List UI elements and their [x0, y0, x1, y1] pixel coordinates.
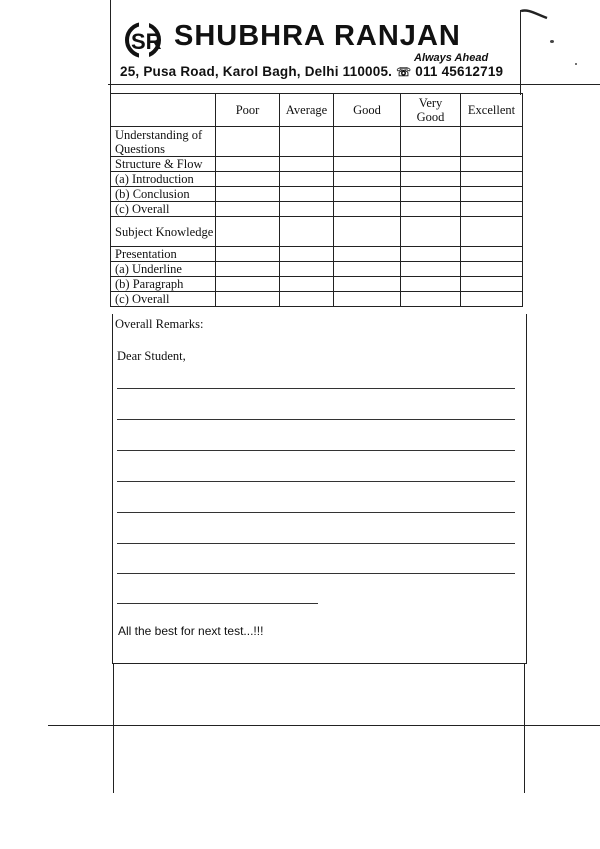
table-row — [111, 127, 523, 157]
remarks-box[interactable] — [112, 314, 527, 664]
rating-cell[interactable] — [461, 217, 523, 247]
rating-cell[interactable] — [216, 217, 280, 247]
column-header-poor: Poor — [216, 94, 280, 127]
rating-cell[interactable] — [401, 247, 461, 262]
rating-cell[interactable] — [280, 292, 334, 307]
row-label: Presentation — [111, 247, 216, 262]
rating-cell[interactable] — [334, 217, 401, 247]
rating-cell[interactable] — [401, 202, 461, 217]
rating-cell[interactable] — [461, 202, 523, 217]
rating-cell[interactable] — [280, 172, 334, 187]
rating-cell[interactable] — [334, 187, 401, 202]
remark-line[interactable] — [117, 573, 515, 574]
rating-cell[interactable] — [401, 262, 461, 277]
rating-cell[interactable] — [461, 157, 523, 172]
logo-letters: SR — [131, 29, 162, 54]
rating-cell[interactable] — [280, 277, 334, 292]
table-row — [111, 202, 523, 217]
rating-cell[interactable] — [280, 187, 334, 202]
rating-cell[interactable] — [334, 247, 401, 262]
column-header-good: Good — [334, 94, 401, 127]
address-text: 25, Pusa Road, Karol Bagh, Delhi 110005. — [120, 64, 393, 79]
lower-right-border — [524, 663, 525, 793]
scan-mark — [550, 40, 554, 43]
row-label: (c) Overall — [111, 202, 216, 217]
fold-line — [48, 725, 600, 726]
row-label: Subject Knowledge — [111, 217, 216, 247]
lower-left-border — [113, 663, 114, 793]
table-row — [111, 217, 523, 247]
greeting-text: Dear Student, — [117, 349, 186, 363]
remark-line[interactable] — [117, 419, 515, 420]
scan-mark — [575, 63, 577, 65]
rating-cell[interactable] — [216, 187, 280, 202]
brand-logo — [125, 22, 171, 58]
table-row — [111, 172, 523, 187]
table-row — [111, 292, 523, 307]
row-label: (a) Introduction — [111, 172, 216, 187]
rating-cell[interactable] — [401, 157, 461, 172]
rating-cell[interactable] — [334, 127, 401, 157]
row-label: (c) Overall — [111, 292, 216, 307]
rating-cell[interactable] — [216, 202, 280, 217]
rating-cell[interactable] — [334, 202, 401, 217]
rating-cell[interactable] — [334, 292, 401, 307]
evaluation-table — [110, 93, 523, 307]
rating-cell[interactable] — [461, 292, 523, 307]
rating-cell[interactable] — [461, 262, 523, 277]
rating-cell[interactable] — [401, 292, 461, 307]
rating-cell[interactable] — [280, 217, 334, 247]
rating-cell[interactable] — [280, 157, 334, 172]
address-line — [120, 64, 503, 79]
rating-cell[interactable] — [334, 262, 401, 277]
table-row — [111, 277, 523, 292]
rating-cell[interactable] — [461, 277, 523, 292]
remark-line[interactable] — [117, 388, 515, 389]
rating-cell[interactable] — [334, 172, 401, 187]
column-header — [111, 94, 216, 127]
column-header-excellent: Excellent — [461, 94, 523, 127]
row-label: (a) Underline — [111, 262, 216, 277]
rating-cell[interactable] — [461, 172, 523, 187]
tagline: Always Ahead — [414, 52, 489, 64]
table-row — [111, 187, 523, 202]
table-row — [111, 157, 523, 172]
rating-cell[interactable] — [280, 127, 334, 157]
remark-line[interactable] — [117, 481, 515, 482]
row-label: Structure & Flow — [111, 157, 216, 172]
column-header-average: Average — [280, 94, 334, 127]
rating-cell[interactable] — [216, 277, 280, 292]
rating-cell[interactable] — [461, 127, 523, 157]
rating-cell[interactable] — [461, 247, 523, 262]
rating-cell[interactable] — [334, 277, 401, 292]
rating-cell[interactable] — [280, 262, 334, 277]
rating-cell[interactable] — [216, 172, 280, 187]
column-header-very-good — [401, 94, 461, 127]
rating-cell[interactable] — [216, 157, 280, 172]
brand-name: SHUBHRA RANJAN — [174, 20, 461, 52]
table-row — [111, 262, 523, 277]
row-label: Understanding of Questions — [111, 127, 216, 157]
rating-cell[interactable] — [401, 172, 461, 187]
signature-line[interactable] — [117, 603, 318, 604]
telephone-icon: ☏ — [396, 65, 412, 79]
rating-cell[interactable] — [401, 187, 461, 202]
rating-cell[interactable] — [216, 262, 280, 277]
corner-scribble — [520, 7, 550, 25]
rating-cell[interactable] — [280, 247, 334, 262]
rating-cell[interactable] — [401, 127, 461, 157]
rating-cell[interactable] — [280, 202, 334, 217]
closing-text: All the best for next test...!!! — [118, 624, 264, 638]
row-label: (b) Conclusion — [111, 187, 216, 202]
rating-cell[interactable] — [216, 247, 280, 262]
page-left-border — [110, 0, 111, 95]
rating-cell[interactable] — [216, 127, 280, 157]
remark-line[interactable] — [117, 450, 515, 451]
remarks-label: Overall Remarks: — [115, 317, 204, 331]
rating-cell[interactable] — [216, 292, 280, 307]
table-header-row — [111, 94, 523, 127]
row-label: (b) Paragraph — [111, 277, 216, 292]
phone-number: 011 45612719 — [415, 64, 504, 79]
table-row — [111, 247, 523, 262]
header-divider — [108, 84, 600, 85]
rating-cell[interactable] — [461, 187, 523, 202]
remark-line[interactable] — [117, 512, 515, 513]
rating-cell[interactable] — [401, 217, 461, 247]
rating-cell[interactable] — [334, 157, 401, 172]
rating-cell[interactable] — [401, 277, 461, 292]
very-good-label: Very Good — [416, 96, 445, 124]
remark-line[interactable] — [117, 543, 515, 544]
